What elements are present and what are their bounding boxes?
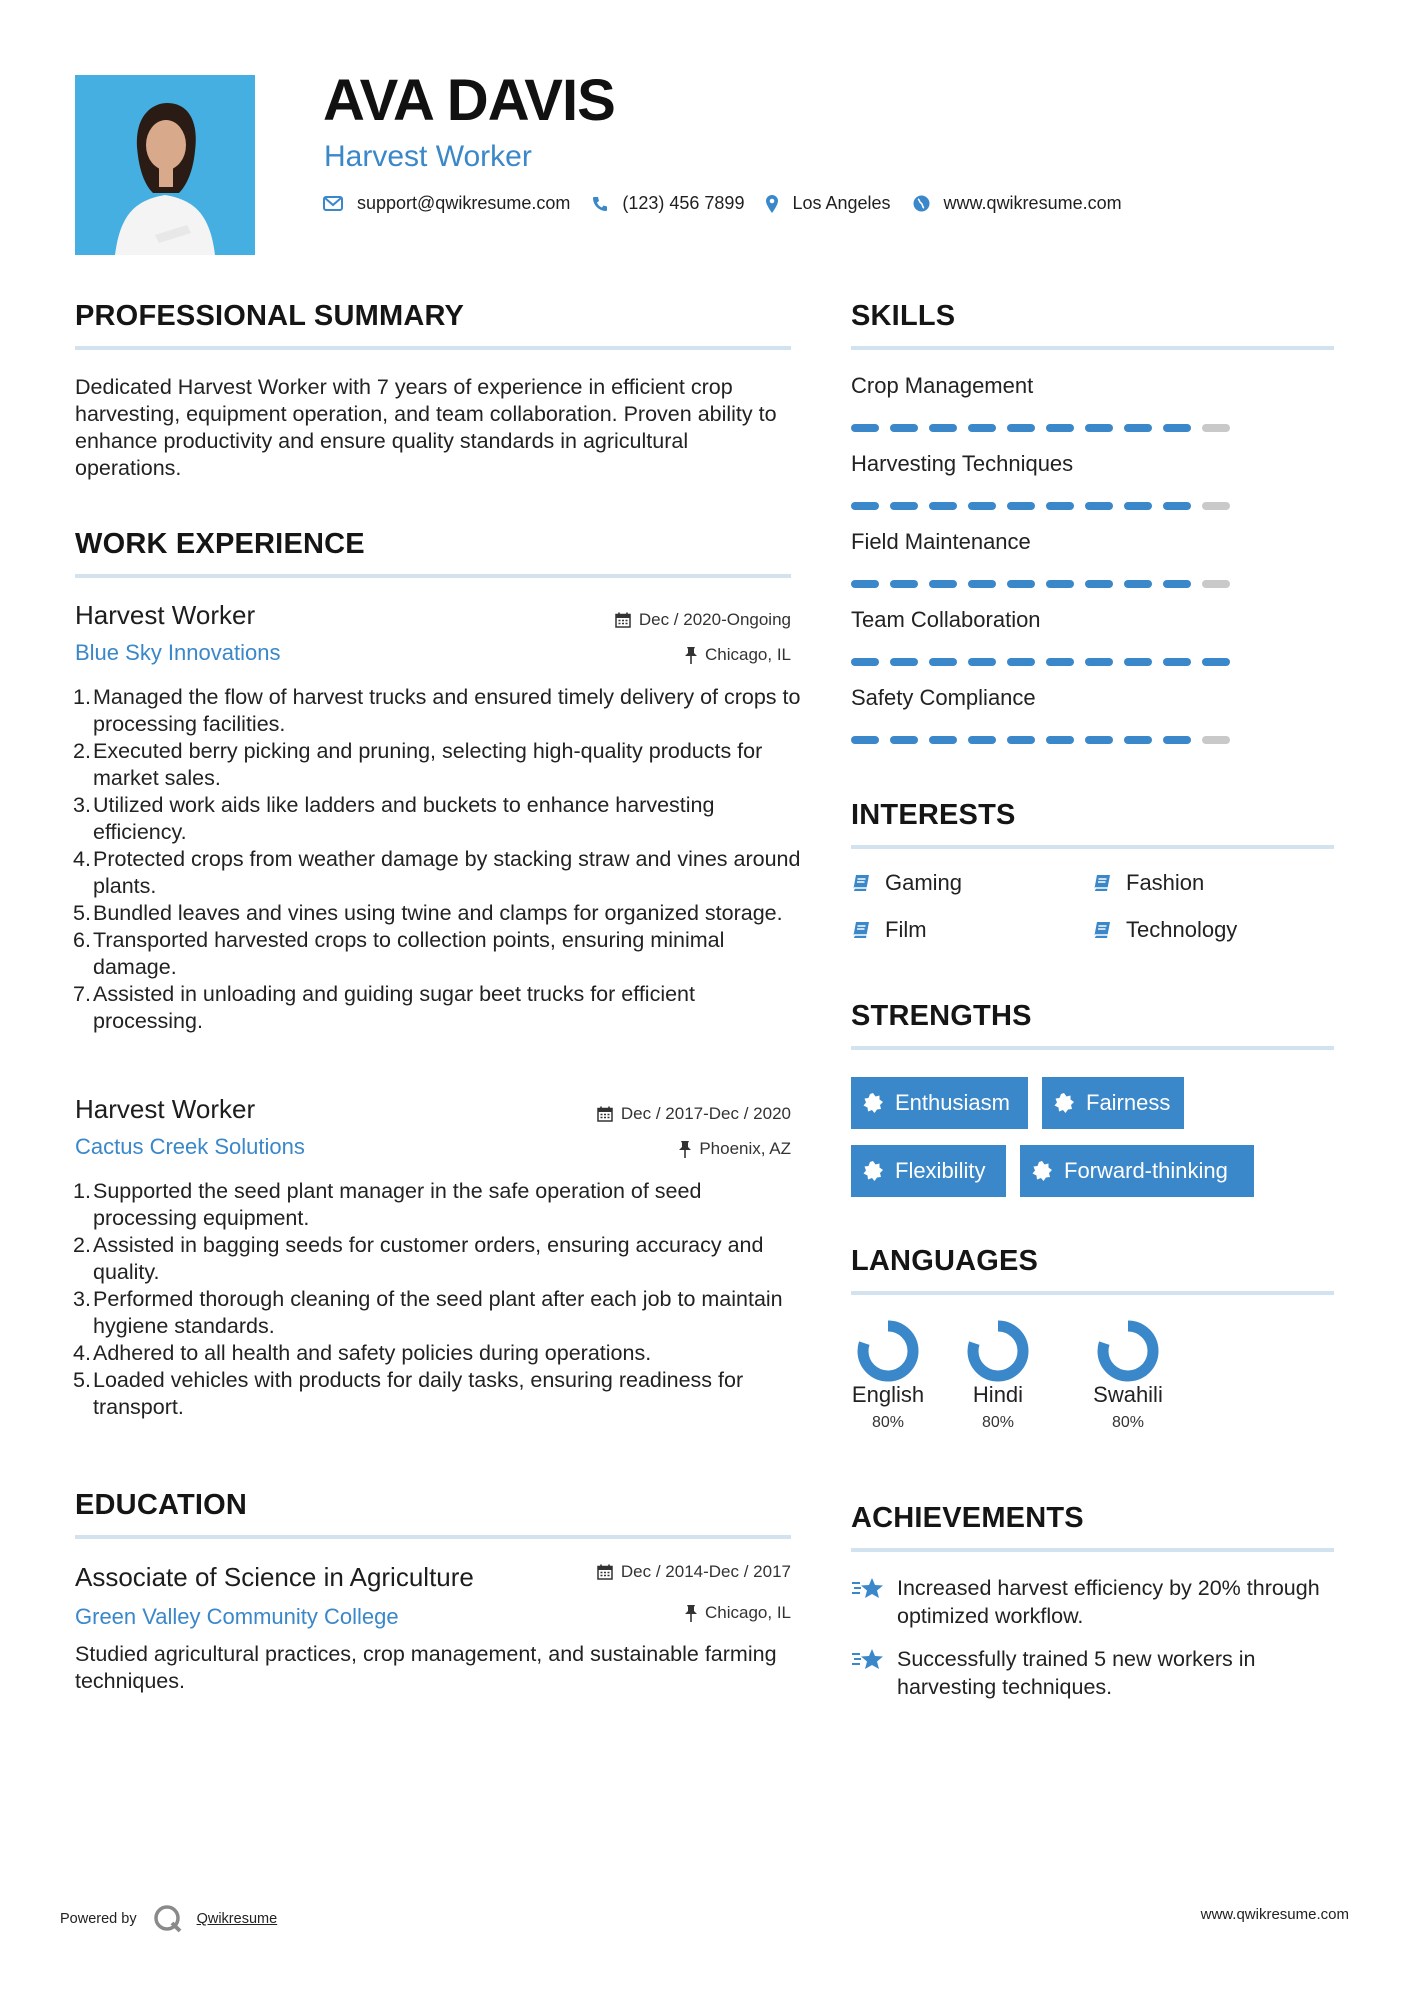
rating-dash-filled <box>890 502 918 510</box>
list-item: Adhered to all health and safety policies during operations. <box>93 1341 652 1365</box>
calendar-icon <box>615 612 631 628</box>
rating-dash-filled <box>968 424 996 432</box>
rating-dash-filled <box>929 580 957 588</box>
calendar-icon <box>597 1106 613 1122</box>
candidate-name: AVA DAVIS <box>323 68 615 133</box>
list-item: Assisted in bagging seeds for customer orders, ensuring accuracy and quality. <box>93 1233 764 1284</box>
skill-rating <box>851 424 1241 432</box>
rating-dash-filled <box>851 424 879 432</box>
rating-dash-filled <box>1202 658 1230 666</box>
rating-dash-filled <box>890 424 918 432</box>
contact-website[interactable] <box>913 193 1122 214</box>
skill-name: Team Collaboration <box>851 607 1041 632</box>
job-dates <box>597 1104 791 1124</box>
language-progress-ring <box>1097 1320 1159 1382</box>
rating-dash-empty <box>1202 580 1230 588</box>
school-name: Green Valley Community College <box>75 1604 399 1629</box>
location-text: Los Angeles <box>792 193 891 213</box>
job-bullets <box>75 684 809 1035</box>
rating-dash-filled <box>929 736 957 744</box>
interests-divider <box>851 845 1334 849</box>
language-name: Hindi <box>972 1382 1024 1407</box>
skill-rating <box>851 736 1241 744</box>
rating-dash-filled <box>1046 424 1074 432</box>
pushpin-icon <box>685 646 697 664</box>
job-bullets <box>75 1178 809 1421</box>
rating-dash-filled <box>1163 736 1191 744</box>
skill-rating <box>851 580 1241 588</box>
brand-link[interactable]: Qwikresume <box>196 1911 278 1927</box>
achievements-heading: ACHIEVEMENTS <box>851 1502 1084 1534</box>
degree-title: Associate of Science in Agriculture <box>75 1562 474 1592</box>
skill-name: Field Maintenance <box>851 529 1031 554</box>
rating-dash-filled <box>890 580 918 588</box>
rating-dash-filled <box>1124 736 1152 744</box>
pushpin-icon <box>679 1140 691 1158</box>
skill-name: Safety Compliance <box>851 685 1036 710</box>
rating-dash-filled <box>1007 658 1035 666</box>
phone-icon <box>592 196 608 212</box>
language-item <box>938 1320 1058 1432</box>
achievement-item <box>851 1574 1331 1630</box>
rating-dash-filled <box>1163 658 1191 666</box>
language-item <box>828 1320 948 1432</box>
strength-tag <box>851 1145 1006 1197</box>
skills-divider <box>851 346 1334 350</box>
skills-heading: SKILLS <box>851 300 956 332</box>
book-icon <box>1092 920 1112 940</box>
rating-dash-filled <box>851 736 879 744</box>
rating-dash-filled <box>1046 580 1074 588</box>
powered-by-label: Powered by <box>60 1911 137 1927</box>
language-percent: 80% <box>871 1414 905 1431</box>
book-icon <box>851 873 871 893</box>
rating-dash-filled <box>1046 736 1074 744</box>
language-percent: 80% <box>981 1414 1015 1431</box>
language-item <box>1068 1320 1188 1432</box>
achievement-text: Increased harvest efficiency by 20% through optimized workflow. <box>897 1576 1320 1628</box>
powered-by <box>60 1904 277 1934</box>
job-location <box>685 645 791 665</box>
rating-dash-filled <box>851 502 879 510</box>
languages-divider <box>851 1291 1334 1295</box>
interest-item <box>1092 870 1204 896</box>
rating-dash-filled <box>1085 580 1113 588</box>
summary-text: Dedicated Harvest Worker with 7 years of experience in efficient crop harvesting, equipment operation, and team collaboration. Proven ability to enhance productivity and ensure quality standards in agricultural operations. <box>75 375 777 480</box>
rating-dash-filled <box>929 658 957 666</box>
rating-dash-filled <box>1124 424 1152 432</box>
rating-dash-filled <box>1007 580 1035 588</box>
education-dates <box>597 1562 791 1582</box>
list-item: Utilized work aids like ladders and buckets to enhance harvesting efficiency. <box>93 793 715 844</box>
interests-heading: INTERESTS <box>851 799 1016 831</box>
achievement-text: Successfully trained 5 new workers in harvesting techniques. <box>897 1647 1256 1699</box>
envelope-icon <box>323 196 343 211</box>
rating-dash-filled <box>1085 658 1113 666</box>
email-text: support@qwikresume.com <box>357 193 571 213</box>
rating-dash-filled <box>1085 424 1113 432</box>
interest-item <box>1092 917 1237 943</box>
contact-bar <box>323 193 1144 214</box>
skill-rating <box>851 502 1241 510</box>
language-progress-ring <box>967 1320 1029 1382</box>
skill-name: Harvesting Techniques <box>851 451 1074 476</box>
rating-dash-filled <box>1007 502 1035 510</box>
badge-icon <box>1032 1161 1052 1181</box>
job-company: Blue Sky Innovations <box>75 640 281 665</box>
job-company: Cactus Creek Solutions <box>75 1134 305 1159</box>
education-description: Studied agricultural practices, crop management, and sustainable farming techniques. <box>75 1642 777 1693</box>
rating-dash-filled <box>1085 502 1113 510</box>
strength-label: Flexibility <box>895 1158 986 1183</box>
languages-heading: LANGUAGES <box>851 1245 1039 1277</box>
rating-dash-filled <box>890 658 918 666</box>
interest-item <box>851 917 927 943</box>
strength-label: Fairness <box>1086 1090 1171 1115</box>
book-icon <box>851 920 871 940</box>
strength-tag <box>851 1077 1028 1129</box>
rating-dash-filled <box>968 658 996 666</box>
education-divider <box>75 1535 791 1539</box>
rating-dash-filled <box>1007 736 1035 744</box>
rating-dash-filled <box>1046 658 1074 666</box>
badge-icon <box>863 1161 883 1181</box>
strength-label: Forward-thinking <box>1064 1158 1228 1183</box>
job-title: Harvest Worker <box>75 600 256 630</box>
list-item: Loaded vehicles with products for daily tasks, ensuring readiness for transport. <box>93 1368 744 1419</box>
experience-divider <box>75 574 791 578</box>
language-progress-ring <box>857 1320 919 1382</box>
job-dates-text: Dec / 2020-Ongoing <box>638 610 791 629</box>
map-marker-icon <box>766 195 778 213</box>
calendar-icon <box>597 1564 613 1580</box>
rating-dash-filled <box>851 580 879 588</box>
job-title: Harvest Worker <box>75 1094 256 1124</box>
contact-phone[interactable] <box>592 193 744 214</box>
skill-name: Crop Management <box>851 373 1034 398</box>
footer-website[interactable]: www.qwikresume.com <box>1200 1906 1349 1923</box>
job-location-text: Chicago, IL <box>705 645 791 664</box>
rating-dash-filled <box>1124 658 1152 666</box>
rating-dash-empty <box>1202 502 1230 510</box>
phone-text: (123) 456 7899 <box>622 193 745 213</box>
list-item: Bundled leaves and vines using twine and clamps for organized storage. <box>93 901 783 925</box>
rating-dash-filled <box>968 502 996 510</box>
language-name: English <box>851 1382 925 1407</box>
interest-label: Technology <box>1126 917 1238 942</box>
summary-divider <box>75 346 791 350</box>
achievement-item <box>851 1645 1331 1701</box>
book-icon <box>1092 873 1112 893</box>
list-item: Performed thorough cleaning of the seed plant after each job to maintain hygiene standards. <box>93 1287 783 1338</box>
education-location <box>685 1603 791 1623</box>
rating-dash-filled <box>1163 502 1191 510</box>
list-item: Supported the seed plant manager in the safe operation of seed processing equipment. <box>93 1179 702 1230</box>
language-name: Swahili <box>1093 1382 1163 1407</box>
language-percent: 80% <box>1111 1414 1145 1431</box>
rating-dash-filled <box>1124 502 1152 510</box>
interest-label: Film <box>885 917 927 942</box>
rating-dash-filled <box>1124 580 1152 588</box>
education-heading: EDUCATION <box>75 1489 248 1521</box>
rating-dash-filled <box>929 424 957 432</box>
rating-dash-filled <box>1085 736 1113 744</box>
rating-dash-filled <box>890 736 918 744</box>
badge-icon <box>1054 1093 1074 1113</box>
globe-icon <box>913 195 930 212</box>
contact-location <box>766 193 890 214</box>
rating-dash-filled <box>1163 424 1191 432</box>
qwikresume-logo-icon <box>153 1904 183 1934</box>
contact-email[interactable] <box>323 193 570 214</box>
interest-label: Gaming <box>885 870 963 895</box>
shooting-star-icon <box>851 1576 885 1602</box>
strength-tag <box>1042 1077 1184 1129</box>
interest-label: Fashion <box>1126 870 1205 895</box>
candidate-title: Harvest Worker <box>324 140 532 173</box>
rating-dash-filled <box>851 658 879 666</box>
achievements-divider <box>851 1548 1334 1552</box>
strengths-heading: STRENGTHS <box>851 1000 1032 1032</box>
rating-dash-empty <box>1202 736 1230 744</box>
job-location <box>679 1139 791 1159</box>
rating-dash-filled <box>968 736 996 744</box>
website-text: www.qwikresume.com <box>943 193 1122 213</box>
pushpin-icon <box>685 1604 697 1622</box>
list-item: Assisted in unloading and guiding sugar beet trucks for efficient processing. <box>93 982 695 1033</box>
list-item: Protected crops from weather damage by stacking straw and vines around plants. <box>93 847 801 898</box>
job-location-text: Phoenix, AZ <box>699 1139 791 1158</box>
job-dates-text: Dec / 2017-Dec / 2020 <box>620 1104 791 1123</box>
rating-dash-empty <box>1202 424 1230 432</box>
experience-heading: WORK EXPERIENCE <box>75 528 365 560</box>
education-location-text: Chicago, IL <box>705 1603 791 1622</box>
strength-tag <box>1020 1145 1254 1197</box>
skill-rating <box>851 658 1241 666</box>
job-dates <box>615 610 791 630</box>
strength-label: Enthusiasm <box>895 1090 1010 1115</box>
badge-icon <box>863 1093 883 1113</box>
summary-heading: PROFESSIONAL SUMMARY <box>75 300 465 332</box>
rating-dash-filled <box>968 580 996 588</box>
rating-dash-filled <box>1046 502 1074 510</box>
list-item: Executed berry picking and pruning, selecting high-quality products for market sales. <box>93 739 763 790</box>
profile-photo <box>75 75 255 255</box>
shooting-star-icon <box>851 1647 885 1673</box>
interest-item <box>851 870 962 896</box>
rating-dash-filled <box>1007 424 1035 432</box>
strengths-divider <box>851 1046 1334 1050</box>
education-dates-text: Dec / 2014-Dec / 2017 <box>620 1562 791 1581</box>
rating-dash-filled <box>929 502 957 510</box>
list-item: Managed the flow of harvest trucks and ensured timely delivery of crops to processing facilities. <box>93 685 801 736</box>
list-item: Transported harvested crops to collection points, ensuring minimal damage. <box>93 928 725 979</box>
rating-dash-filled <box>1163 580 1191 588</box>
